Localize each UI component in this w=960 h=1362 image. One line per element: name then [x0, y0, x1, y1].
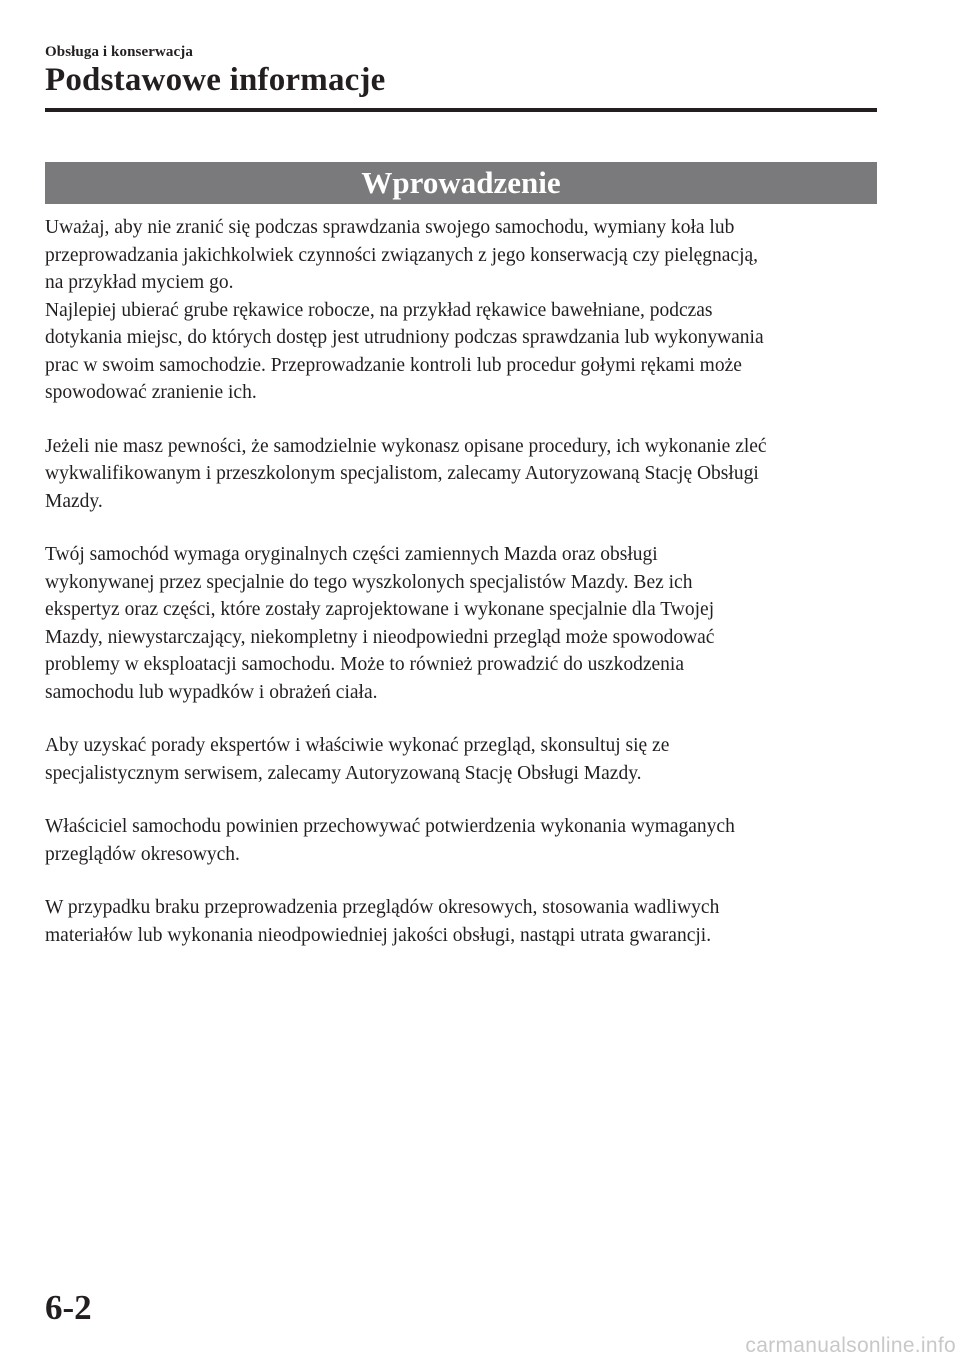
body-text: [45, 214, 895, 975]
text-line: Właściciel samochodu powinien przechowywać potwierdzenia wykonania wymaganych: [45, 816, 735, 837]
paragraph: [45, 894, 895, 949]
paragraph: [45, 732, 895, 787]
title-divider: [45, 108, 877, 112]
paragraph: [45, 541, 895, 706]
text-line: przeprowadzania jakichkolwiek czynności związanych z jego konserwacją czy pielęgnacją,: [45, 244, 759, 266]
text-line: wykonywanej przez specjalnie do tego wyszkolonych specjalistów Mazdy. Bez ich: [45, 571, 693, 593]
text-line: wykwalifikowanym i przeszkolonym specjalistom, zalecamy Autoryzowaną Stację Obsługi: [45, 463, 759, 484]
section-label: Obsługa i konserwacja: [45, 44, 193, 60]
text-line: Twój samochód wymaga oryginalnych części zamiennych Mazda oraz obsługi: [45, 544, 658, 565]
section-heading-banner: Wprowadzenie: [45, 162, 877, 204]
page-number: 6-2: [45, 1288, 92, 1327]
text-line: materiałów lub wykonania nieodpowiedniej jakości obsługi, nastąpi utrata gwarancji.: [45, 924, 712, 946]
paragraph: [45, 214, 895, 407]
page-title: Podstawowe informacje: [45, 62, 386, 98]
paragraph: [45, 813, 895, 868]
watermark: carmanualsonline.info: [745, 1334, 956, 1357]
text-line: Mazdy, niewystarczający, niekompletny i nieodpowiedni przegląd może spowodować: [45, 626, 715, 648]
text-line: Mazdy.: [45, 490, 103, 512]
text-line: ekspertyz oraz części, które zostały zaprojektowane i wykonane specjalnie dla Twojej: [45, 599, 715, 620]
text-line: problemy w eksploatacji samochodu. Może to również prowadzić do uszkodzenia: [45, 654, 684, 675]
text-line: Jeżeli nie masz pewności, że samodzielnie wykonasz opisane procedury, ich wykonanie zleć: [45, 435, 767, 457]
text-line: prac w swoim samochodzie. Przeprowadzanie kontroli lub procedur gołymi rękami może: [45, 354, 742, 376]
text-line: samochodu lub wypadków i obrażeń ciała.: [45, 681, 378, 703]
text-line: przeglądów okresowych.: [45, 843, 240, 865]
text-line: Najlepiej ubierać grube rękawice robocze, na przykład rękawice bawełniane, podczas: [45, 299, 713, 321]
text-line: Uważaj, aby nie zranić się podczas sprawdzania swojego samochodu, wymiany koła lub: [45, 217, 735, 238]
text-line: na przykład myciem go.: [45, 272, 234, 293]
text-line: Aby uzyskać porady ekspertów i właściwie wykonać przegląd, skonsultuj się ze: [45, 735, 670, 756]
text-line: dotykania miejsc, do których dostęp jest utrudniony podczas sprawdzania lub wykonywania: [45, 327, 764, 348]
text-line: W przypadku braku przeprowadzenia przeglądów okresowych, stosowania wadliwych: [45, 897, 720, 918]
paragraph: [45, 433, 895, 516]
text-line: specjalistycznym serwisem, zalecamy Autoryzowaną Stację Obsługi Mazdy.: [45, 762, 642, 784]
text-line: spowodować zranienie ich.: [45, 382, 257, 403]
